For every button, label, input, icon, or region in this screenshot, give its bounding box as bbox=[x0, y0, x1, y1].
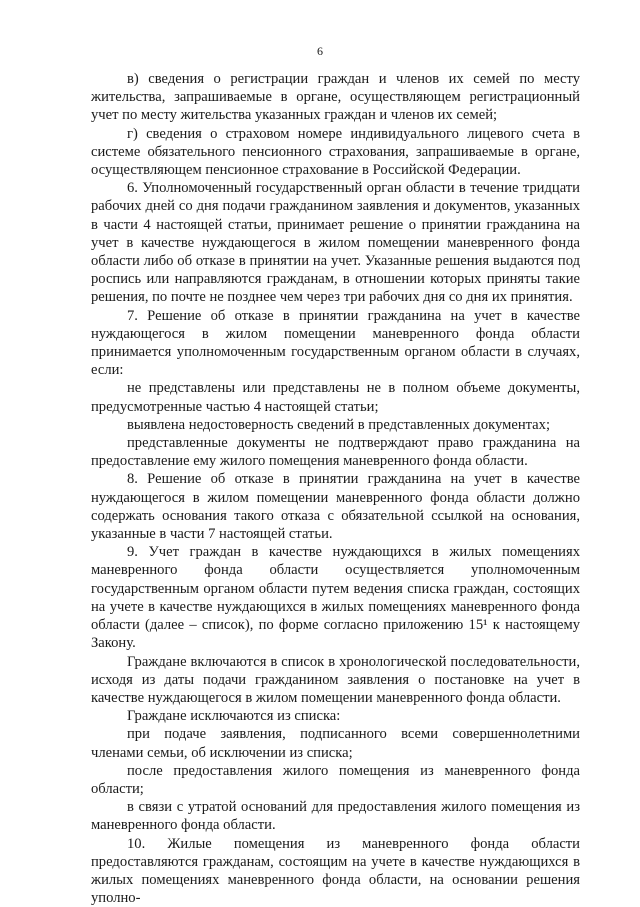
paragraph-exclusion-reason-1: при подаче заявления, подписанного всеми совершеннолетними членами семьи, об исключении из списка; bbox=[91, 726, 580, 761]
paragraph-refusal-reason-3: представленные документы не подтверждают право гражданина на предоставление ему жилого помещения маневренного фонда области. bbox=[91, 435, 580, 470]
paragraph-refusal-reason-2: выявлена недостоверность сведений в представленных документах; bbox=[127, 416, 551, 433]
paragraph-refusal-reason-1: не представлены или представлены не в полном объеме документы, предусмотренные частью 4 настоящей статьи; bbox=[91, 380, 580, 415]
paragraph-subitem-g: г) сведения о страховом номере индивидуального лицевого счета в системе обязательного пенсионного страхования, запрашиваемые в органе, осуществляющем пенсионное страхование в Российской Федерации. bbox=[91, 125, 580, 179]
paragraph-clause-6: 6. Уполномоченный государственный орган области в течение тридцати рабочих дней со дня подачи гражданином заявления и документов, указанных в части 4 настоящей статьи, принимает решение о принятии гражданина на учет в качестве нуждающегося в жилом помещении маневренного фонда области либо об отказе в принятии на учет. Указанные решения выдаются под роспись или направляются гражданам, в отношении которых приняты такие решения, по почте не позднее чем через три рабочих дня со дня их принятия. bbox=[91, 180, 580, 306]
paragraph-clause-8: 8. Решение об отказе в принятии гражданина на учет в качестве нуждающегося в жилом помещении маневренного фонда области должно содержать основания такого отказа с обязательной ссылкой на основания, указанные в части 7 настоящей статьи. bbox=[91, 471, 580, 543]
paragraph-clause-9: 9. Учет граждан в качестве нуждающихся в жилых помещениях маневренного фонда области осуществляется уполномоченным государственным органом области путем ведения списка граждан, состоящих на учете в качестве нуждающихся в жилых помещениях маневренного фонда области (далее – список), по форме согласно приложению 15¹ к настоящему Закону. bbox=[91, 544, 580, 652]
page-number: 6 bbox=[317, 44, 323, 58]
document-text bbox=[91, 70, 580, 907]
paragraph-exclusion-intro: Граждане исключаются из списка: bbox=[127, 708, 341, 725]
paragraph-inclusion-order: Граждане включаются в список в хронологической последовательности, исходя из даты подачи гражданином заявления о постановке на учет в качестве нуждающегося в жилом помещении маневренного фонда области. bbox=[91, 653, 580, 706]
paragraph-clause-7: 7. Решение об отказе в принятии гражданина на учет в качестве нуждающегося в жилом помещении маневренного фонда области принимается уполномоченным государственным органом области в случаях, если: bbox=[91, 307, 580, 379]
paragraph-clause-10: 10. Жилые помещения из маневренного фонда области предоставляются гражданам, состоящим на учете в качестве нуждающихся в жилых помещениях маневренного фонда области, на основании решения уполно- bbox=[91, 835, 580, 907]
paragraph-exclusion-reason-3: в связи с утратой оснований для предоставления жилого помещения из маневренного фонда области. bbox=[91, 799, 580, 834]
paragraph-subitem-v: в) сведения о регистрации граждан и членов их семей по месту жительства, запрашиваемые в органе, осуществляющем регистрационный учет по месту жительства указанных граждан и членов их семей; bbox=[91, 71, 580, 124]
paragraph-exclusion-reason-2: после предоставления жилого помещения из маневренного фонда области; bbox=[91, 762, 580, 797]
